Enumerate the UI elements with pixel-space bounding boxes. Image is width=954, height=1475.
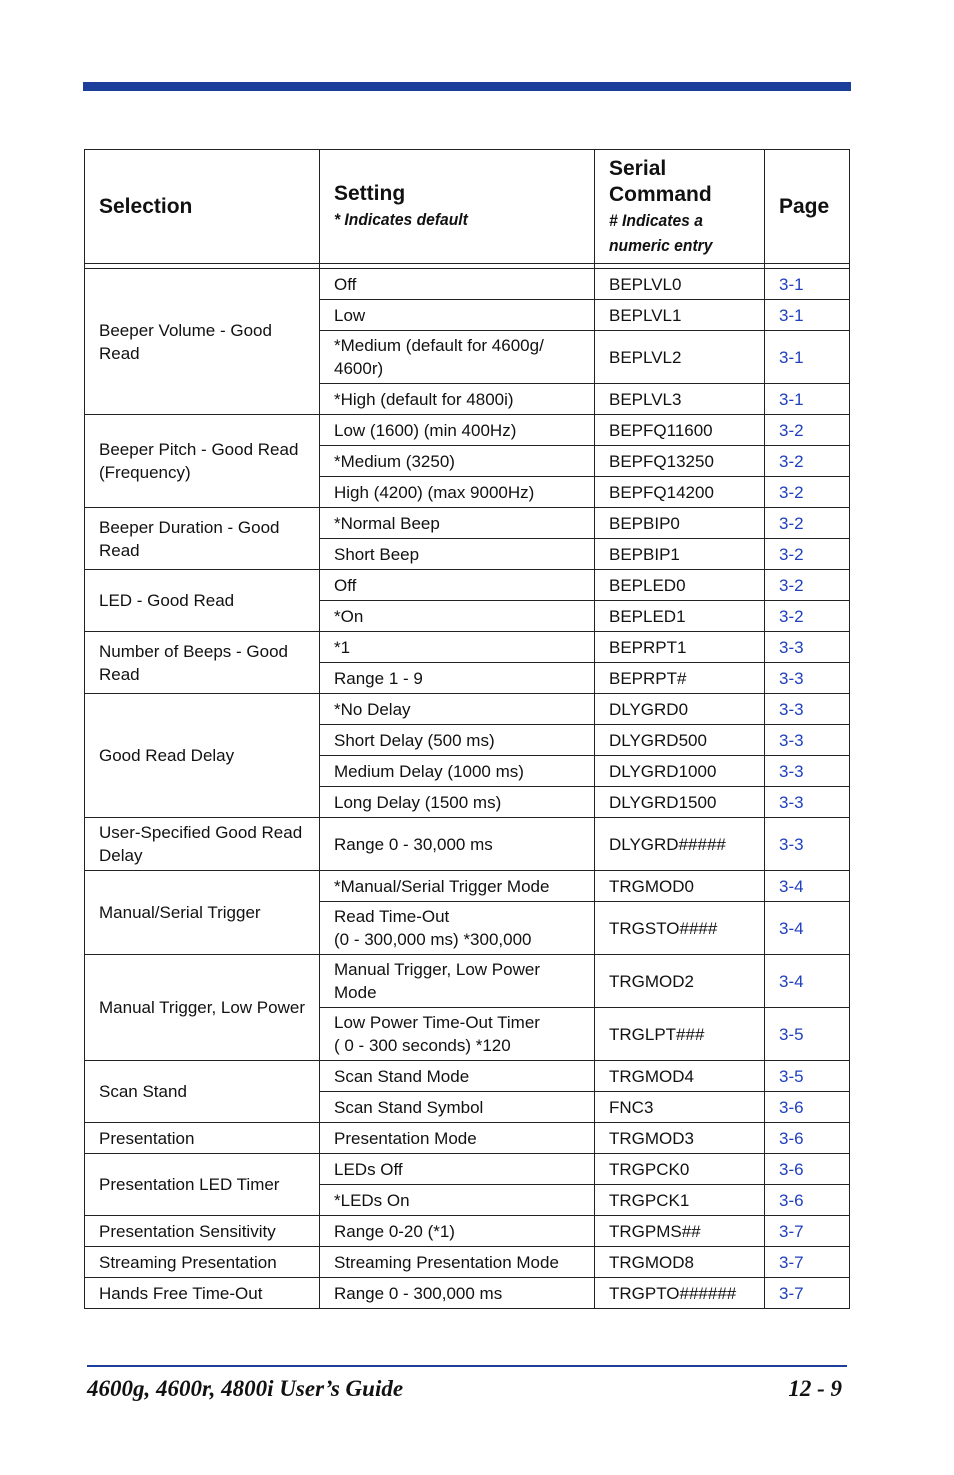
selection-cell: Beeper Pitch - Good Read (Frequency)	[85, 415, 320, 508]
setting-cell: Long Delay (1500 ms)	[320, 787, 595, 818]
serial-command-cell: TRGMOD8	[595, 1247, 765, 1278]
page-link[interactable]: 3-1	[765, 300, 850, 331]
serial-command-cell: TRGPMS##	[595, 1216, 765, 1247]
serial-command-cell: TRGPTO######	[595, 1278, 765, 1309]
selection-cell: Manual/Serial Trigger	[85, 871, 320, 955]
serial-command-cell: TRGMOD3	[595, 1123, 765, 1154]
table-row	[85, 632, 850, 663]
page-link[interactable]: 3-1	[765, 331, 850, 384]
serial-command-cell: TRGPCK0	[595, 1154, 765, 1185]
table-row	[85, 269, 850, 300]
serial-command-table	[84, 149, 850, 1309]
table-row	[85, 415, 850, 446]
serial-command-cell: DLYGRD#####	[595, 818, 765, 871]
setting-cell: Low	[320, 300, 595, 331]
table-row	[85, 508, 850, 539]
page-link[interactable]: 3-1	[765, 384, 850, 415]
setting-cell: Low (1600) (min 400Hz)	[320, 415, 595, 446]
setting-cell: Range 0 - 30,000 ms	[320, 818, 595, 871]
setting-cell: Medium Delay (1000 ms)	[320, 756, 595, 787]
serial-command-cell: TRGPCK1	[595, 1185, 765, 1216]
selection-cell: Scan Stand	[85, 1061, 320, 1123]
selection-cell: User-Specified Good Read Delay	[85, 818, 320, 871]
setting-cell: Manual Trigger, Low Power Mode	[320, 955, 595, 1008]
page-link[interactable]: 3-6	[765, 1154, 850, 1185]
page-link[interactable]: 3-3	[765, 694, 850, 725]
page-link[interactable]: 3-3	[765, 818, 850, 871]
setting-cell: *Medium (default for 4600g/ 4600r)	[320, 331, 595, 384]
setting-cell: *High (default for 4800i)	[320, 384, 595, 415]
setting-cell: *No Delay	[320, 694, 595, 725]
serial-command-cell: TRGLPT###	[595, 1008, 765, 1061]
setting-cell: *1	[320, 632, 595, 663]
header-setting: Setting * Indicates default	[320, 150, 595, 264]
page-link[interactable]: 3-2	[765, 539, 850, 570]
setting-cell: Off	[320, 269, 595, 300]
table-row	[85, 818, 850, 871]
setting-cell: *On	[320, 601, 595, 632]
page-link[interactable]: 3-2	[765, 477, 850, 508]
header-setting-note: * Indicates default	[334, 210, 468, 229]
serial-command-cell: BEPLED1	[595, 601, 765, 632]
serial-command-cell: FNC3	[595, 1092, 765, 1123]
selection-cell: Presentation LED Timer	[85, 1154, 320, 1216]
page-link[interactable]: 3-2	[765, 570, 850, 601]
table-row	[85, 871, 850, 902]
table-header-row	[85, 150, 850, 264]
setting-cell: Read Time-Out (0 - 300,000 ms) *300,000	[320, 902, 595, 955]
page-footer	[87, 1376, 842, 1406]
selection-cell: Hands Free Time-Out	[85, 1278, 320, 1309]
header-page: Page	[765, 150, 850, 264]
page-link[interactable]: 3-2	[765, 601, 850, 632]
selection-cell: Number of Beeps - Good Read	[85, 632, 320, 694]
selection-cell: Presentation Sensitivity	[85, 1216, 320, 1247]
page-link[interactable]: 3-6	[765, 1092, 850, 1123]
setting-cell: *Normal Beep	[320, 508, 595, 539]
table-row	[85, 1061, 850, 1092]
page-link[interactable]: 3-4	[765, 871, 850, 902]
table-row	[85, 1154, 850, 1185]
setting-cell: Scan Stand Mode	[320, 1061, 595, 1092]
setting-cell: Range 0-20 (*1)	[320, 1216, 595, 1247]
page-link[interactable]: 3-2	[765, 415, 850, 446]
setting-cell: Streaming Presentation Mode	[320, 1247, 595, 1278]
setting-cell: LEDs Off	[320, 1154, 595, 1185]
table-row	[85, 1278, 850, 1309]
table-row	[85, 1216, 850, 1247]
footer-rule	[87, 1365, 847, 1367]
setting-cell: Off	[320, 570, 595, 601]
page-link[interactable]: 3-4	[765, 955, 850, 1008]
setting-cell: High (4200) (max 9000Hz)	[320, 477, 595, 508]
page-link[interactable]: 3-6	[765, 1123, 850, 1154]
page-link[interactable]: 3-3	[765, 725, 850, 756]
page-link[interactable]: 3-3	[765, 632, 850, 663]
table-row	[85, 1123, 850, 1154]
header-serial-command: Serial Command # Indicates a numeric entry	[595, 150, 765, 264]
serial-command-cell: BEPLVL0	[595, 269, 765, 300]
serial-command-cell: BEPLVL3	[595, 384, 765, 415]
header-selection: Selection	[85, 150, 320, 264]
setting-cell: Low Power Time-Out Timer ( 0 - 300 seconds) *120	[320, 1008, 595, 1061]
setting-cell: *Manual/Serial Trigger Mode	[320, 871, 595, 902]
setting-cell: Short Beep	[320, 539, 595, 570]
page-link[interactable]: 3-3	[765, 756, 850, 787]
header-serial-note: # Indicates a	[609, 210, 703, 230]
page-link[interactable]: 3-1	[765, 269, 850, 300]
serial-command-cell: BEPLVL1	[595, 300, 765, 331]
page-link[interactable]: 3-6	[765, 1185, 850, 1216]
setting-cell: Presentation Mode	[320, 1123, 595, 1154]
serial-command-cell: DLYGRD500	[595, 725, 765, 756]
selection-cell: Manual Trigger, Low Power	[85, 955, 320, 1061]
page-link[interactable]: 3-5	[765, 1061, 850, 1092]
setting-cell: Scan Stand Symbol	[320, 1092, 595, 1123]
page-link[interactable]: 3-5	[765, 1008, 850, 1061]
serial-command-cell: DLYGRD1500	[595, 787, 765, 818]
selection-cell: Beeper Duration - Good Read	[85, 508, 320, 570]
setting-cell: Range 0 - 300,000 ms	[320, 1278, 595, 1309]
serial-command-cell: DLYGRD0	[595, 694, 765, 725]
selection-cell: Beeper Volume - Good Read	[85, 269, 320, 415]
serial-command-cell: BEPBIP1	[595, 539, 765, 570]
header-rule	[83, 82, 851, 91]
serial-command-cell: BEPFQ14200	[595, 477, 765, 508]
serial-command-cell: BEPLED0	[595, 570, 765, 601]
serial-command-cell: BEPFQ11600	[595, 415, 765, 446]
setting-cell: *LEDs On	[320, 1185, 595, 1216]
selection-cell: Good Read Delay	[85, 694, 320, 818]
page-link[interactable]: 3-2	[765, 446, 850, 477]
page-link[interactable]: 3-3	[765, 663, 850, 694]
selection-cell: Streaming Presentation	[85, 1247, 320, 1278]
serial-command-cell: BEPLVL2	[595, 331, 765, 384]
page-link[interactable]: 3-7	[765, 1278, 850, 1309]
serial-command-cell: BEPRPT#	[595, 663, 765, 694]
page-link[interactable]: 3-2	[765, 508, 850, 539]
selection-cell: Presentation	[85, 1123, 320, 1154]
page-link[interactable]: 3-7	[765, 1247, 850, 1278]
footer-title: 4600g, 4600r, 4800i User’s Guide	[87, 1376, 404, 1401]
table-body	[85, 269, 850, 1309]
setting-cell: Range 1 - 9	[320, 663, 595, 694]
setting-cell: *Medium (3250)	[320, 446, 595, 477]
selection-cell: LED - Good Read	[85, 570, 320, 632]
table-row	[85, 955, 850, 1008]
serial-command-cell: TRGMOD4	[595, 1061, 765, 1092]
page-link[interactable]: 3-3	[765, 787, 850, 818]
table-row	[85, 1247, 850, 1278]
serial-command-cell: BEPBIP0	[595, 508, 765, 539]
serial-command-cell: BEPRPT1	[595, 632, 765, 663]
serial-command-cell: DLYGRD1000	[595, 756, 765, 787]
page-link[interactable]: 3-7	[765, 1216, 850, 1247]
serial-command-cell: BEPFQ13250	[595, 446, 765, 477]
table-row	[85, 570, 850, 601]
serial-command-cell: TRGSTO####	[595, 902, 765, 955]
setting-cell: Short Delay (500 ms)	[320, 725, 595, 756]
table-row	[85, 694, 850, 725]
page-link[interactable]: 3-4	[765, 902, 850, 955]
footer-page-number: 12 - 9	[788, 1376, 842, 1401]
serial-command-cell: TRGMOD0	[595, 871, 765, 902]
serial-command-cell: TRGMOD2	[595, 955, 765, 1008]
